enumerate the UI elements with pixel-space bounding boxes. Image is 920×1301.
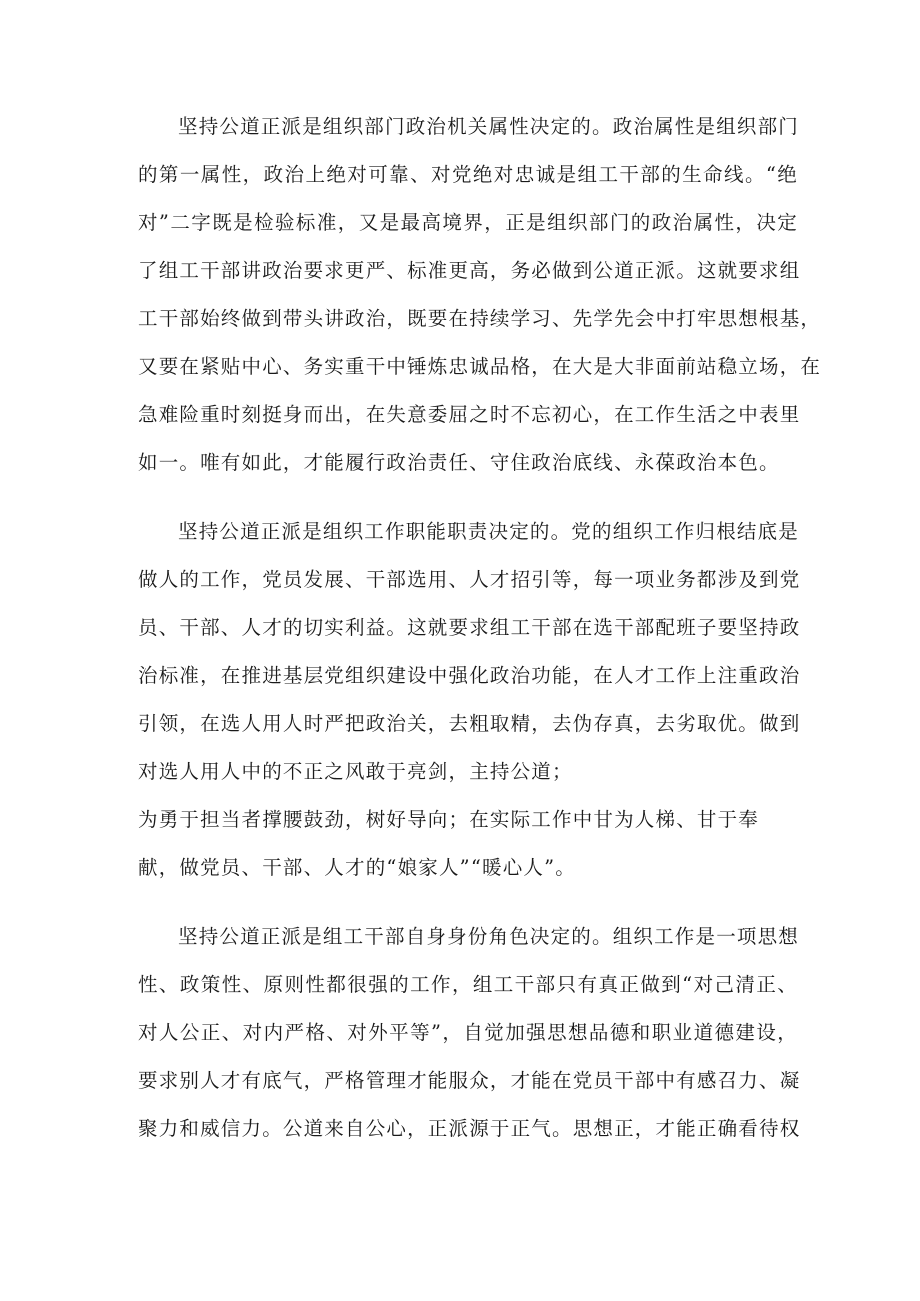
paragraph-line: 的第一属性，政治上绝对可靠、对党绝对忠诚是组工干部的生命线。“绝 (138, 163, 798, 186)
paragraph-line: 如一。唯有如此，才能履行政治责任、守住政治底线、永葆政治本色。 (138, 451, 780, 474)
paragraph-line: 员、干部、人才的切实利益。这就要求组工干部在选干部配班子要坚持政 (138, 616, 801, 639)
paragraph-line: 对”二字既是检验标准，又是最高境界，正是组织部门的政治属性，决定 (138, 211, 798, 234)
paragraph-2 (138, 508, 801, 892)
paragraph-3 (138, 913, 801, 1153)
paragraph-line: 又要在紧贴中心、务实重干中锤炼忠诚品格，在大是大非面前站稳立场，在 (138, 355, 822, 378)
paragraph-line: 聚力和威信力。公道来自公心，正派源于正气。思想正，才能正确看待权 (138, 1117, 801, 1140)
paragraph-line: 要求别人才有底气，严格管理才能服众，才能在党员干部中有感召力、凝 (138, 1069, 801, 1092)
paragraph-line: 急难险重时刻挺身而出，在失意委屈之时不忘初心，在工作生活之中表里 (138, 403, 801, 426)
paragraph-1 (138, 103, 822, 487)
paragraph-line: 性、政策性、原则性都很强的工作，组工干部只有真正做到“对己清正、 (138, 973, 798, 996)
paragraph-line: 了组工干部讲政治要求更严、标准更高，务必做到公道正派。这就要求组 (138, 259, 801, 282)
paragraph-line: 坚持公道正派是组织部门政治机关属性决定的。政治属性是组织部门 (178, 115, 800, 138)
paragraph-line: 献，做党员、干部、人才的“娘家人”“暖心人”。 (138, 856, 576, 879)
paragraph-line: 坚持公道正派是组织工作职能职责决定的。党的组织工作归根结底是 (178, 520, 800, 543)
paragraph-line: 对人公正、对内严格、对外平等”，自觉加强思想品德和职业道德建设， (138, 1021, 798, 1044)
paragraph-line: 对选人用人中的不正之风敢于亮剑，主持公道； (138, 760, 573, 783)
paragraph-line: 治标准，在推进基层党组织建设中强化政治功能，在人才工作上注重政治 (138, 664, 801, 687)
paragraph-line: 引领，在选人用人时严把政治关，去粗取精，去伪存真，去劣取优。做到 (138, 712, 801, 735)
paragraph-line: 做人的工作，党员发展、干部选用、人才招引等，每一项业务都涉及到党 (138, 568, 801, 591)
paragraph-line: 工干部始终做到带头讲政治，既要在持续学习、先学先会中打牢思想根基， (138, 307, 822, 330)
paragraph-line: 为勇于担当者撑腰鼓劲，树好导向；在实际工作中甘为人梯、甘于奉 (138, 808, 760, 831)
paragraph-line: 坚持公道正派是组工干部自身身份角色决定的。组织工作是一项思想 (178, 925, 800, 948)
